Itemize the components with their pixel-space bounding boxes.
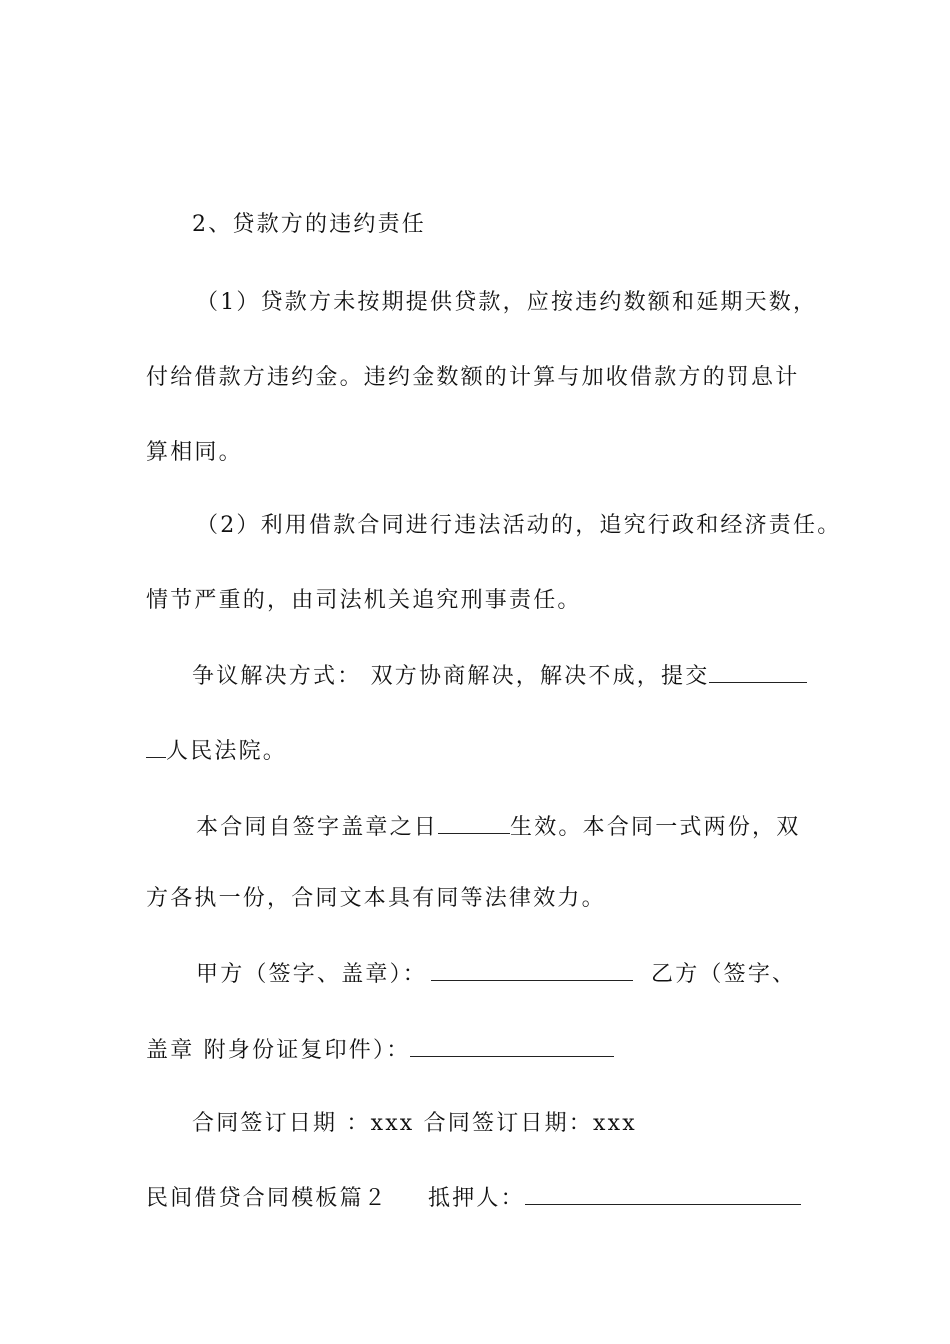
effective-clause-text: 本合同自签字盖章之日 [196, 815, 439, 840]
paragraph-line: 情节严重的，由司法机关追究刑事责任。 [146, 588, 582, 613]
template-heading-line [146, 1182, 826, 1214]
signature-line [196, 958, 876, 990]
template-title: 民间借贷合同模板篇２ [146, 1186, 389, 1211]
court-name-blank [709, 660, 807, 683]
paragraph-line: （1）贷款方未按期提供贷款，应按违约数额和延期天数， [196, 290, 818, 315]
paragraph-line: （2）利用借款合同进行违法活动的，追究行政和经济责任。 [196, 513, 842, 538]
paragraph-line: 算相同。 [146, 440, 243, 465]
court-text: 人民法院。 [166, 739, 288, 764]
party-a-label: 甲方（签字、盖章）： [196, 962, 428, 987]
dispute-resolution-text: 争议解决方式： 双方协商解决，解决不成，提交 [192, 664, 710, 689]
party-b-signature-blank [410, 1034, 614, 1057]
signing-date-line: 合同签订日期 ：xxx 合同签订日期：xxx [192, 1111, 637, 1136]
signature-line-2 [146, 1034, 826, 1066]
effective-date-blank [438, 811, 510, 834]
paragraph-line: 付给借款方违约金。违约金数额的计算与加收借款方的罚息计 [146, 365, 800, 390]
effective-clause-text-2: 生效。本合同一式两份，双 [510, 815, 801, 840]
effective-clause-line [196, 811, 876, 843]
party-b-label-cont: 盖章 附身份证复印件）： [146, 1038, 411, 1063]
court-name-blank-cont [146, 735, 166, 758]
court-line [146, 735, 826, 767]
section-heading: 2、贷款方的违约责任 [192, 212, 426, 237]
mortgagor-blank [525, 1182, 801, 1205]
party-a-signature-blank [431, 958, 633, 981]
dispute-resolution-line [192, 660, 872, 692]
party-b-label: 乙方（签字、 [651, 962, 797, 987]
paragraph-line: 方各执一份，合同文本具有同等法律效力。 [146, 886, 606, 911]
mortgagor-label: 抵押人： [428, 1186, 525, 1211]
